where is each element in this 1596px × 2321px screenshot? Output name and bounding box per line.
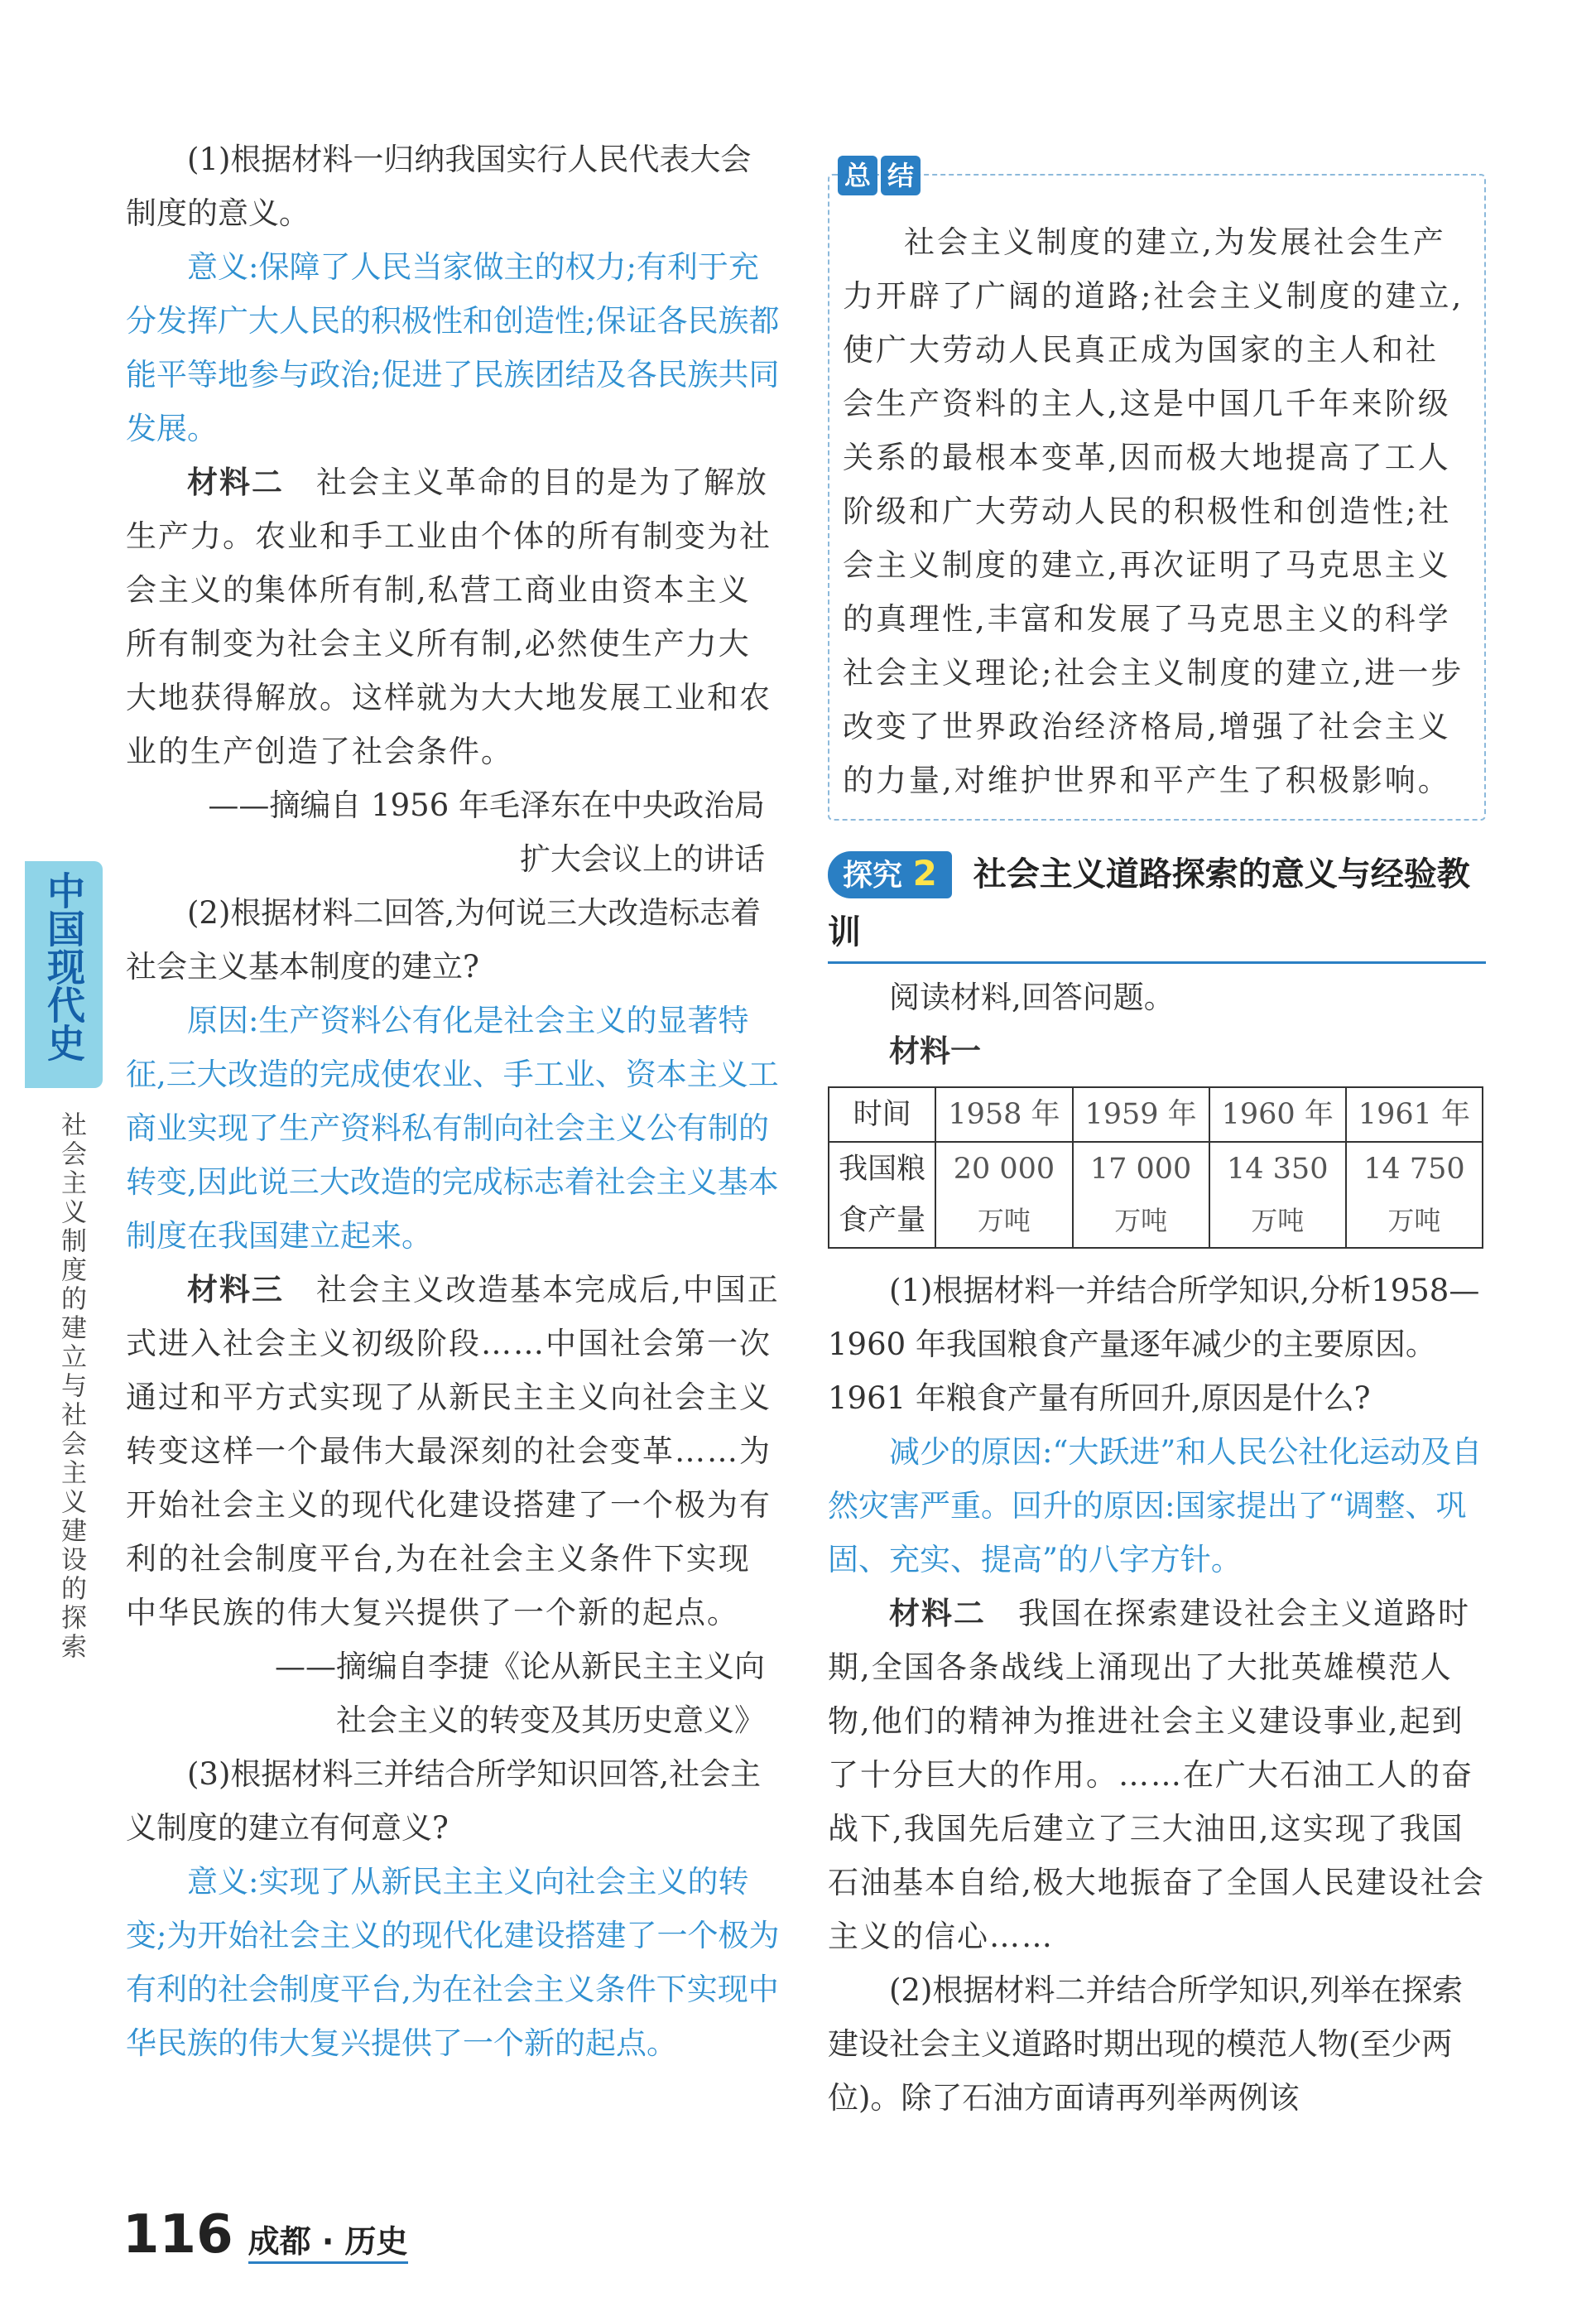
material-3-source-2: 社会主义的转变及其历史意义》 (336, 1702, 765, 1738)
value-number: 14 750 (1363, 1153, 1465, 1186)
reading-intro: 阅读材料,回答问题。 (889, 980, 1175, 1015)
material-2-source-1: ——摘编自 1956 年毛泽东在中央政治局 (208, 787, 765, 823)
summary-tag (838, 156, 921, 195)
answer-3: 意义:实现了从新民主主义向社会主义的转变;为开始社会主义的现代化建设搭建了一个极为有利的社会制度平台,为在社会主义条件下实现中华民族的伟大复兴提供了一个新的起点。 (126, 1864, 780, 2061)
table-year: 1961 年 (1346, 1087, 1483, 1142)
table-header-output-line-2: 食产量 (839, 1204, 926, 1237)
material-3-label: 材料三 (187, 1272, 284, 1307)
material-1-label: 材料一 (889, 1033, 981, 1069)
explore-badge (828, 851, 952, 898)
book-name: 成都 · 历史 (248, 2216, 408, 2264)
material-3-source-1: ——摘编自李捷《论从新民主主义向 (275, 1649, 765, 1684)
material-2 (126, 455, 780, 778)
value-unit: 万吨 (1251, 1205, 1305, 1236)
explore-badge-number: 2 (912, 853, 937, 893)
explore-question-1: (1)根据材料一并结合所学知识,分析1958—1960 年我国粮食产量逐年减少的主要原因。1961 年粮食产量有所回升,原因是什么? (828, 1273, 1480, 1416)
value-unit: 万吨 (1387, 1205, 1441, 1236)
grain-output-table (828, 1086, 1483, 1249)
explore-question-2: (2)根据材料二并结合所学知识,列举在探索建设社会主义道路时期出现的模范人物(至少两位)。除了石油方面请再列举两例该 (828, 1972, 1464, 2116)
right-column (828, 156, 1486, 2125)
table-value (1209, 1142, 1346, 1248)
table-year: 1958 年 (935, 1087, 1072, 1142)
explore-badge-label: 探究 (843, 859, 903, 893)
table-header-time: 时间 (829, 1087, 935, 1142)
chapter-sidebar (25, 861, 104, 1662)
page-footer (123, 2204, 408, 2266)
page-number: 116 (123, 2204, 233, 2266)
question-1: (1)根据材料一归纳我国实行人民代表大会制度的意义。 (126, 142, 752, 231)
explore-material-2 (828, 1587, 1486, 1963)
explore-heading (828, 845, 1486, 964)
explore-title: 社会主义道路探索的意义与经验教训 (828, 855, 1470, 951)
answer-2: 原因:生产资料公有化是社会主义的显著特征,三大改造的完成使农业、手工业、资本主义工商业实现了生产资料私有制向社会主义公有制的转变,因此说三大改造的完成标志着社会主义基本制度在我国建立起来。 (126, 1003, 779, 1254)
value-number: 17 000 (1089, 1153, 1192, 1186)
question-2: (2)根据材料二回答,为何说三大改造标志着社会主义基本制度的建立? (126, 895, 762, 985)
table-header-output (829, 1142, 935, 1248)
left-column (126, 132, 780, 2070)
table-value (935, 1142, 1072, 1248)
value-number: 14 350 (1227, 1153, 1329, 1186)
table-value (1346, 1142, 1483, 1248)
table-header-output-line-1: 我国粮 (839, 1153, 926, 1186)
table-row (829, 1087, 1483, 1142)
value-number: 20 000 (953, 1153, 1055, 1186)
material-2-text: 社会主义革命的目的是为了解放生产力。农业和手工业由个体的所有制变为社会主义的集体所有制,私营工商业由资本主义所有制变为社会主义所有制,必然使生产力大大地获得解放。这样就为大大地发展工业和农业的生产创造了社会条件。 (126, 465, 772, 769)
question-3: (3)根据材料三并结合所学知识回答,社会主义制度的建立有何意义? (126, 1756, 762, 1846)
table-year: 1959 年 (1073, 1087, 1209, 1142)
material-3 (126, 1263, 780, 1640)
chapter-subtitle: 社会主义制度的建立与社会主义建设的探索 (56, 1111, 86, 1662)
summary-tag-char-1: 总 (838, 156, 877, 195)
summary-text: 社会主义制度的建立,为发展社会生产力开辟了广阔的道路;社会主义制度的建立,使广大劳动人民真正成为国家的主人和社会生产资料的主人,这是中国几千年来阶级关系的最根本变革,因而极大地提高了工人阶级和广大劳动人民的积极性和创造性;社会主义制度的建立,再次证明了马克思主义的真理性,丰富和发展了马克思主义的科学社会主义理论;社会主义制度的建立,进一步改变了世界政治经济格局,增强了社会主义的力量,对维护世界和平产生了积极影响。 (843, 224, 1464, 798)
explore-material-2-text: 我国在探索建设社会主义道路时期,全国各条战线上涌现出了大批英雄模范人物,他们的精神为推进社会主义建设事业,起到了十分巨大的作用。……在广大石油工人的奋战下,我国先后建立了三大油田,这实现了我国石油基本自给,极大地振奋了全国人民建设社会主义的信心…… (828, 1596, 1485, 1954)
table-value (1073, 1142, 1209, 1248)
material-3-text: 社会主义改造基本完成后,中国正式进入社会主义初级阶段……中国社会第一次通过和平方式实现了从新民主主义向社会主义转变这样一个最伟大最深刻的社会变革……为开始社会主义的现代化建设搭建了一个极为有利的社会制度平台,为在社会主义条件下实现中华民族的伟大复兴提供了一个新的起点。 (126, 1272, 780, 1630)
explore-answer-1: 减少的原因:“大跃进”和人民公社化运动及自然灾害严重。回升的原因:国家提出了“调整、巩固、充实、提高”的八字方针。 (828, 1434, 1483, 1577)
value-unit: 万吨 (977, 1205, 1031, 1236)
material-2-label: 材料二 (187, 465, 284, 500)
material-2-source-2: 扩大会议上的讲话 (520, 841, 765, 877)
chapter-tab: 中国现代史 (25, 861, 103, 1088)
table-row (829, 1142, 1483, 1248)
table-year: 1960 年 (1209, 1087, 1346, 1142)
summary-box (828, 160, 1486, 821)
answer-1: 意义:保障了人民当家做主的权力;有利于充分发挥广大人民的积极性和创造性;保证各民族都能平等地参与政治;促进了民族团结及各民族共同发展。 (126, 249, 780, 446)
explore-material-2-label: 材料二 (889, 1596, 986, 1631)
summary-tag-char-2: 结 (881, 156, 921, 195)
value-unit: 万吨 (1114, 1205, 1168, 1236)
